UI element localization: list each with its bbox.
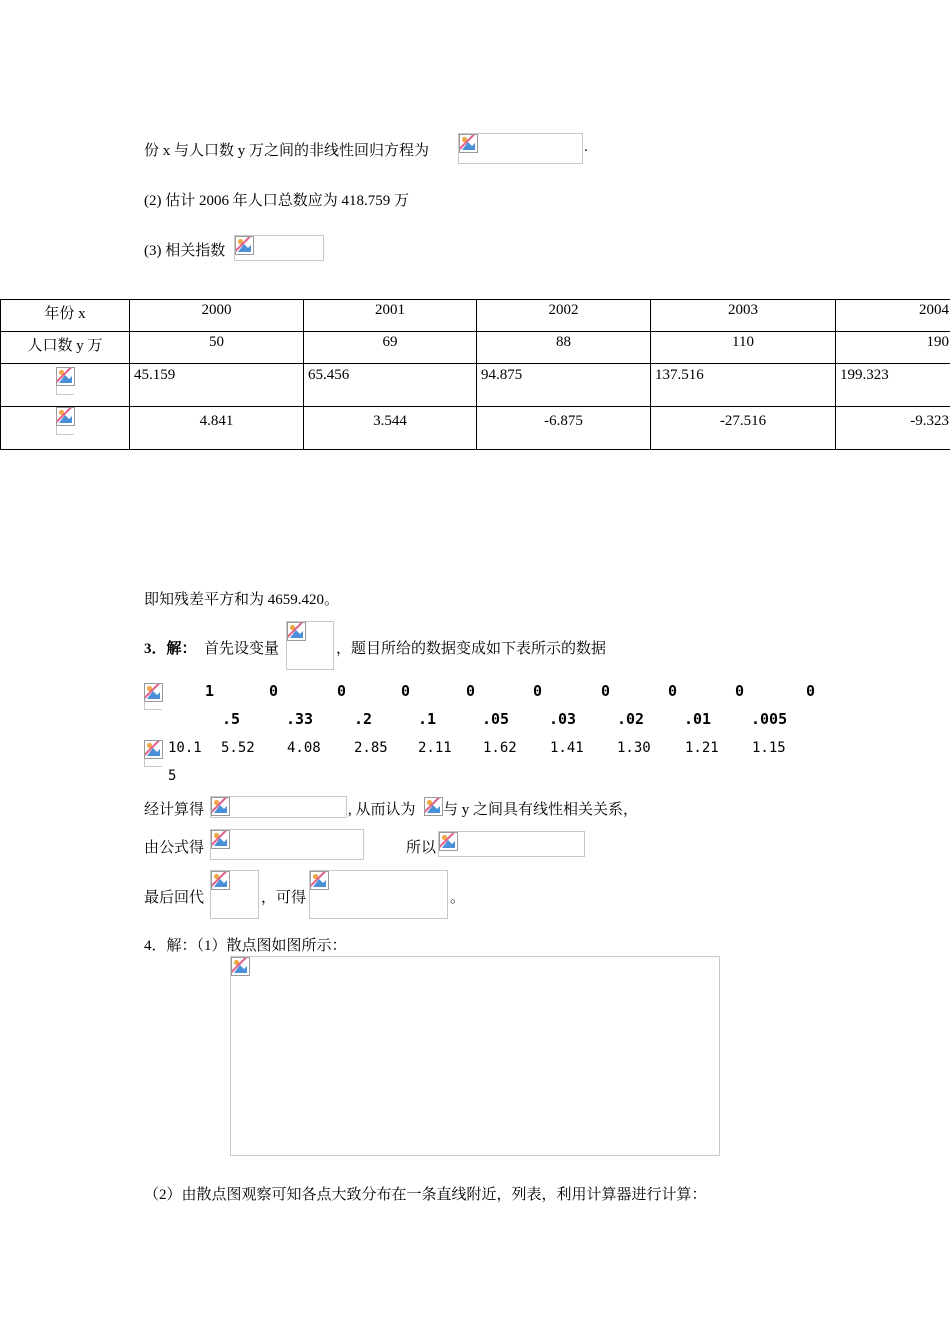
table-cell: 4.841 xyxy=(130,407,304,450)
u-value-decimal: .01 xyxy=(684,710,712,728)
table-cell xyxy=(1,407,130,450)
u-value: 0 xyxy=(269,682,279,700)
table-cell: 94.875 xyxy=(477,364,651,407)
table-cell: 110 xyxy=(651,332,836,364)
y-value: 1.41 xyxy=(550,740,584,756)
back-sub-text-2: ，可得 xyxy=(261,890,307,906)
table-row xyxy=(1,407,950,450)
back-sub-image xyxy=(210,870,259,919)
u-value: 0 xyxy=(466,682,476,700)
broken-image-icon xyxy=(211,797,230,816)
y-value: 2.11 xyxy=(418,740,452,756)
broken-image-icon xyxy=(211,871,230,890)
table-cell: 69 xyxy=(304,332,477,364)
formula-text-2: 所以 xyxy=(406,840,437,856)
y-value: 1.30 xyxy=(617,740,651,756)
broken-image-icon xyxy=(56,367,75,395)
table-cell: -6.875 xyxy=(477,407,651,450)
broken-image-icon xyxy=(235,236,254,255)
broken-image-icon xyxy=(144,683,163,710)
y-value: 4.08 xyxy=(287,740,321,756)
y-value: 1.15 xyxy=(752,740,786,756)
u-value-decimal: .2 xyxy=(354,710,373,728)
u-value-decimal: .1 xyxy=(418,710,437,728)
broken-image-icon xyxy=(56,407,75,435)
table-cell xyxy=(1,364,130,407)
table-cell: 190 xyxy=(836,332,950,364)
u-value: 0 xyxy=(601,682,611,700)
correlation-index-image xyxy=(234,235,324,261)
u-value-decimal: .33 xyxy=(286,710,314,728)
correlation-result-image xyxy=(210,796,347,818)
table-row xyxy=(1,300,950,332)
population-table xyxy=(0,299,950,450)
final-equation-image xyxy=(309,870,448,919)
table-cell: 年份 x xyxy=(1,300,130,332)
broken-image-icon xyxy=(231,957,250,976)
u-value: 0 xyxy=(337,682,347,700)
question-3-text: 首先设变量 xyxy=(204,641,280,657)
table-cell: 2001 xyxy=(304,300,477,332)
y-value: 1.21 xyxy=(685,740,719,756)
y-value: 1.62 xyxy=(483,740,517,756)
formula-image xyxy=(210,829,364,860)
table-cell: 137.516 xyxy=(651,364,836,407)
calc-text: 经计算得 xyxy=(144,802,205,818)
residual-sum-sentence: 即知残差平方和为 4659.420。 xyxy=(144,592,340,608)
calc-text-3: 与 y 之间具有线性相关关系， xyxy=(443,802,639,818)
broken-image-icon xyxy=(459,134,478,153)
scatter-plot-image xyxy=(230,956,720,1156)
table-cell: 199.323 xyxy=(836,364,950,407)
table-cell: 65.456 xyxy=(304,364,477,407)
y-value: 5.52 xyxy=(221,740,255,756)
broken-image-icon xyxy=(439,832,458,851)
broken-image-icon xyxy=(287,622,306,641)
question-4-step-2: （2）由散点图观察可知各点大致分布在一条直线附近，列表，利用计算器进行计算： xyxy=(144,1187,707,1203)
table-cell: -27.516 xyxy=(651,407,836,450)
u-value-decimal: .03 xyxy=(549,710,577,728)
table-cell: 人口数 y 万 xyxy=(1,332,130,364)
table-cell: 88 xyxy=(477,332,651,364)
u-value-decimal: .5 xyxy=(222,710,241,728)
question-4-label: 4．解：（1）散点图如图所示： xyxy=(144,938,347,954)
u-value: 0 xyxy=(668,682,678,700)
back-sub-text-3: 。 xyxy=(450,890,466,906)
broken-image-icon xyxy=(211,830,230,849)
variable-substitution-image xyxy=(286,621,334,670)
regression-line-image xyxy=(438,831,585,857)
table-cell: 3.544 xyxy=(304,407,477,450)
table-cell: 2003 xyxy=(651,300,836,332)
y-value-wrap: 5 xyxy=(168,768,177,784)
broken-image-icon xyxy=(310,871,329,890)
back-sub-text: 最后回代 xyxy=(144,890,205,906)
u-value: 0 xyxy=(401,682,411,700)
question-3-text-2: ，题目所给的数据变成如下表所示的数据 xyxy=(336,641,607,657)
calc-text-2: , 从而认为 xyxy=(348,802,416,818)
u-value: 0 xyxy=(806,682,816,700)
u-value: 1 xyxy=(205,682,215,700)
broken-image-icon xyxy=(144,740,163,767)
u-value: 0 xyxy=(533,682,543,700)
table-cell: 50 xyxy=(130,332,304,364)
y-value: 10.1 xyxy=(168,740,202,756)
table-row xyxy=(1,364,950,407)
formula-text: 由公式得 xyxy=(144,840,205,856)
question-3-label: 3．解： xyxy=(144,641,197,657)
regression-sentence: 份 x 与人口数 y 万之间的非线性回归方程为 xyxy=(144,143,430,159)
u-value-decimal: .02 xyxy=(617,710,645,728)
u-value-decimal: .05 xyxy=(482,710,510,728)
table-cell: -9.323 xyxy=(836,407,950,450)
table-cell: 2002 xyxy=(477,300,651,332)
table-row xyxy=(1,332,950,364)
u-value: 0 xyxy=(735,682,745,700)
period-text: . xyxy=(584,139,588,155)
broken-image-icon xyxy=(424,797,443,816)
table-cell: 45.159 xyxy=(130,364,304,407)
y-value: 2.85 xyxy=(354,740,388,756)
table-cell: 2004 xyxy=(836,300,950,332)
estimate-sentence: (2) 估计 2006 年人口总数应为 418.759 万 xyxy=(144,193,409,209)
correlation-label: (3) 相关指数 xyxy=(144,243,226,259)
table-cell: 2000 xyxy=(130,300,304,332)
regression-equation-image xyxy=(458,133,583,164)
u-value-decimal: .005 xyxy=(751,710,788,728)
